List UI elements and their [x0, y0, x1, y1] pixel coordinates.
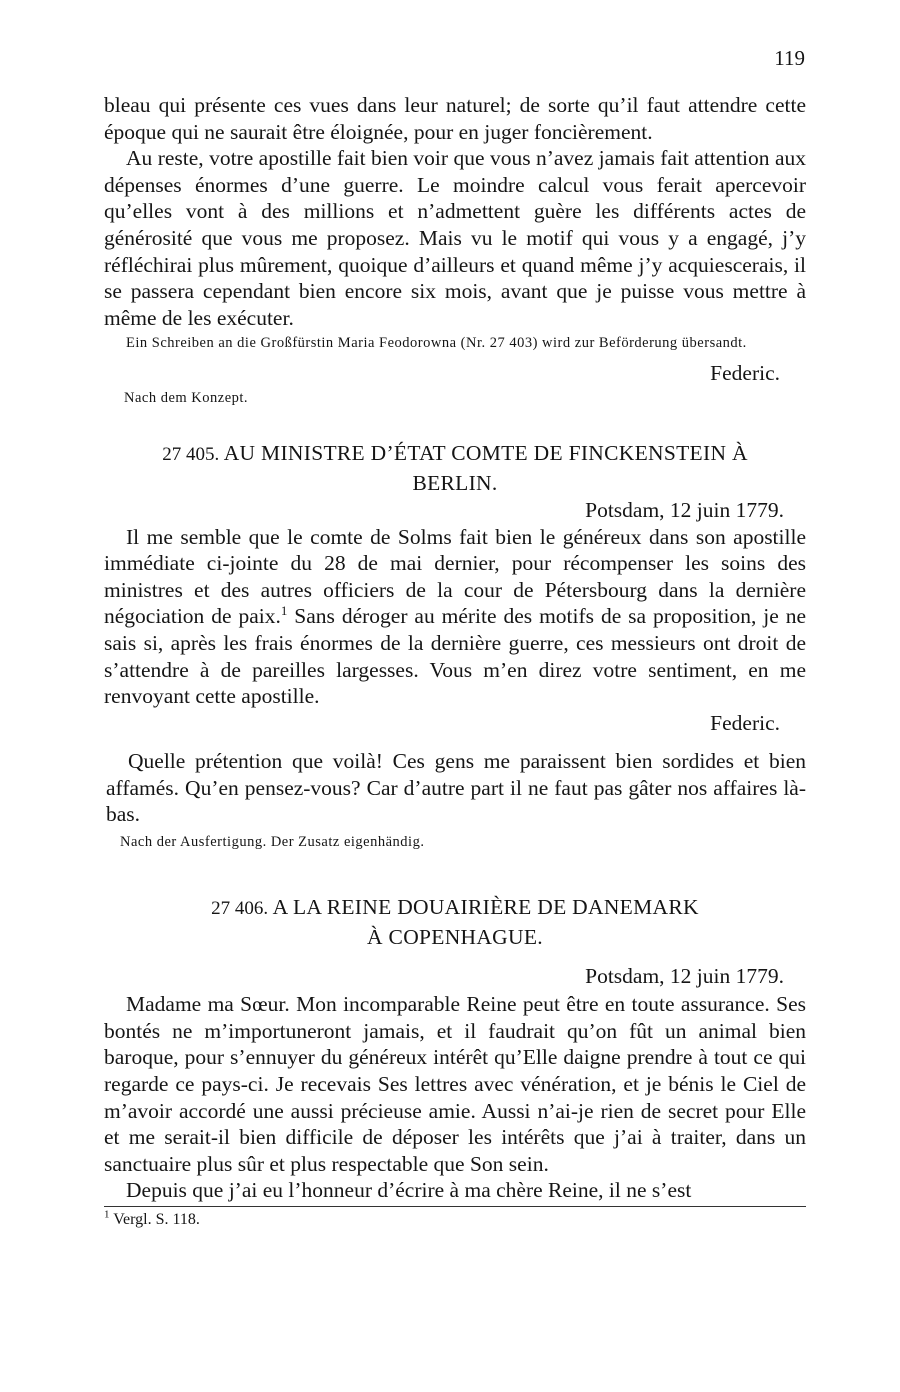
paragraph: bleau qui présente ces vues dans leur naturel; de sorte qu’il faut attendre cette époque qui ne saurait être éloignée, pour en juger foncièrement. [104, 93, 806, 144]
paragraph: Au reste, votre apostille fait bien voir que vous n’avez jamais fait attention aux dépenses énormes d’une guerre. Le moindre calcul vous ferait apercevoir qu’elles vont à des millions et n’admettent guère les différents actes de générosité que vous me proposez. Mais vu le motif qui vous y a engagé, j’y réfléchirai plus mûrement, quoique d’ailleurs et quand même j’y acquiescerais, il se passera cependant bien encore six mois, avant que je puisse vous mettre à même de les exécuter. [104, 146, 806, 330]
source-note: Nach dem Konzept. [124, 390, 249, 407]
paragraph: Madame ma Sœur. Mon incomparable Reine peut être en toute assurance. Ses bontés ne m’importuneront jamais, et il faudrait qu’on fût un animal bien baroque, pour s’ennuyer du généreux intérêt qu’Elle daigne prendre à tout ce qui regarde ce pays-ci. Je recevais Ses lettres avec vénération, et je bénis le Ciel de m’avoir accordé une aussi précieuse amie. Aussi n’ai-je rien de secret pour Elle et me serait-il bien difficile de déposer les intérêts que j’ai à traiter, dans un sanctuaire plus sûr et plus respectable que Son sein. [104, 992, 806, 1176]
letter-number: 27 406. [211, 897, 269, 919]
letter-heading [104, 893, 806, 923]
page-body [104, 92, 806, 1230]
heading-line-2: À COPENHAGUE. [367, 924, 543, 949]
page-number: 119 [774, 46, 805, 70]
letter-number: 27 405. [162, 443, 220, 465]
paragraph: Depuis que j’ai eu l’honneur d’écrire à ma chère Reine, il ne s’est [126, 1178, 692, 1203]
letter-27405 [104, 439, 806, 853]
continued-letter [104, 92, 806, 409]
signature: Federic. [710, 360, 780, 385]
source-note: Nach der Ausfertigung. Der Zusatz eigenhändig. [120, 834, 425, 851]
letter-27406 [104, 893, 806, 1204]
footnotes [104, 1206, 806, 1230]
footnote-number: 1 [104, 1208, 110, 1221]
paragraph-text: Il me semble que le comte de Solms fait bien le généreux dans son apostille immédiate ci-jointe du 28 de mai dernier, pour récompenser les soins des ministres et des autres officiers de la cour de Pétersbourg dans la dernière négociation de paix. [104, 524, 806, 629]
heading-line-1: AU MINISTRE D’ÉTAT COMTE DE FINCKENSTEIN À [223, 440, 748, 465]
footnote-text: Vergl. S. 118. [109, 1210, 200, 1228]
heading-line-2: BERLIN. [412, 470, 498, 495]
paragraph-text: Sans déroger au mérite des motifs de sa proposition, je ne sais si, après les frais énormes de la dernière guerre, ces messieurs ont droit de s’attendre à de pareilles largesses. Vous m’en direz votre sentiment, en me renvoyant cette apostille. [104, 604, 806, 709]
signature: Federic. [710, 710, 780, 735]
heading-line-1: A LA REINE DOUAIRIÈRE DE DANEMARK [272, 894, 699, 919]
place-date: Potsdam, 12 juin 1779. [585, 963, 784, 988]
footnote-rule [104, 1206, 806, 1207]
paragraph [104, 524, 806, 710]
letter-heading [104, 439, 806, 469]
autograph-addition: Quelle prétention que voilà! Ces gens me paraissent bien sordides et bien affamés. Qu’en pensez-vous? Car d’autre part il ne faut pas gâter nos affaires là-bas. [106, 749, 806, 827]
editorial-note: Ein Schreiben an die Großfürstin Maria Feodorowna (Nr. 27 403) wird zur Beförderung übersandt. [126, 335, 747, 352]
footnote-marker: 1 [280, 603, 288, 619]
footnote [104, 1210, 806, 1230]
place-date: Potsdam, 12 juin 1779. [585, 497, 784, 522]
